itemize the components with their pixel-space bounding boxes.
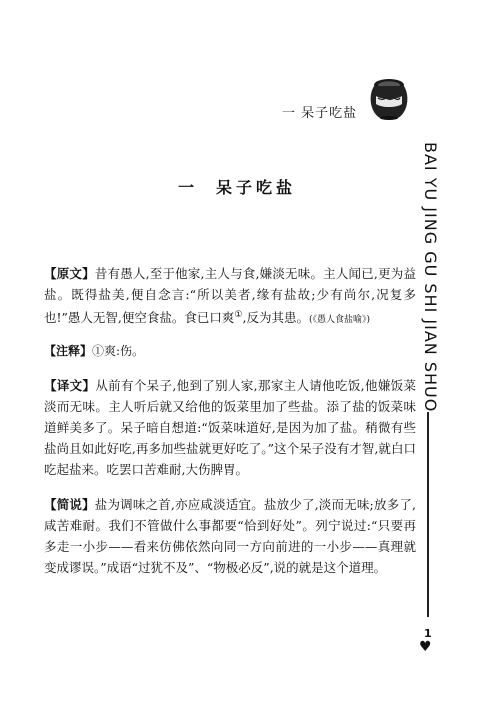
side-rule <box>427 412 429 617</box>
original-text-paragraph <box>44 263 416 331</box>
commentary-paragraph <box>44 494 416 578</box>
original-text-end: ,反为其患。 <box>242 310 309 326</box>
commentary-tag: 【简说】 <box>44 497 95 512</box>
translation-paragraph <box>44 375 416 480</box>
page-number: 1 <box>424 627 432 640</box>
chapter-title <box>178 175 296 198</box>
running-head: 一 呆子吃盐 <box>282 106 358 121</box>
translation-tag: 【译文】 <box>44 378 96 393</box>
annotation-text: ①爽:伤。 <box>92 344 145 358</box>
vertical-book-title: BAI YU JING GU SHI JIAN SHUO <box>421 142 440 413</box>
chapter-name: 呆子吃盐 <box>216 178 297 197</box>
original-tag: 【原文】 <box>44 266 95 281</box>
chapter-number: 一 <box>178 178 199 197</box>
annotation-paragraph <box>44 341 416 362</box>
original-text: 昔有愚人,至于他家,主人与食,嫌淡无味。主人闻已,更为益盐。既得盐美,便自念言:“所以美者,缘有盐故;少有尚尔,况复多也!”愚人无智,便空食盐。食已口爽 <box>44 266 416 326</box>
original-source: (《愚人食盐喻》) <box>308 315 370 326</box>
translation-text: 从前有个呆子,他到了别人家,那家主人请他吃饭,他嫌饭菜淡而无味。主人听后就又给他的饭菜里加了些盐。添了盐的饭菜味道鲜美多了。呆子暗自想道:“饭菜味道好,是因为加了盐。稍微有些盐尚且如此好吃,再多加些盐就更好吃了。”这个呆子没有才智,就白口吃起盐来。吃罢口苦难耐,大伤脾胃。 <box>44 378 416 477</box>
heart-ornament: ♥ <box>419 639 432 655</box>
clay-pot-icon <box>366 76 412 122</box>
note-marker: ① <box>234 310 243 320</box>
annotation-tag: 【注释】 <box>44 344 93 358</box>
commentary-text: 盐为调味之首,亦应咸淡适宜。盐放少了,淡而无味;放多了,咸苦难耐。我们不管做什么事都要“恰到好处”。列宁说过:“只要再多走一小步——看来仿佛依然向同一方向前进的一小步——真理就变成谬误。”成语“过犹不及”、“物极必反”,说的就是这个道理。 <box>44 497 416 575</box>
